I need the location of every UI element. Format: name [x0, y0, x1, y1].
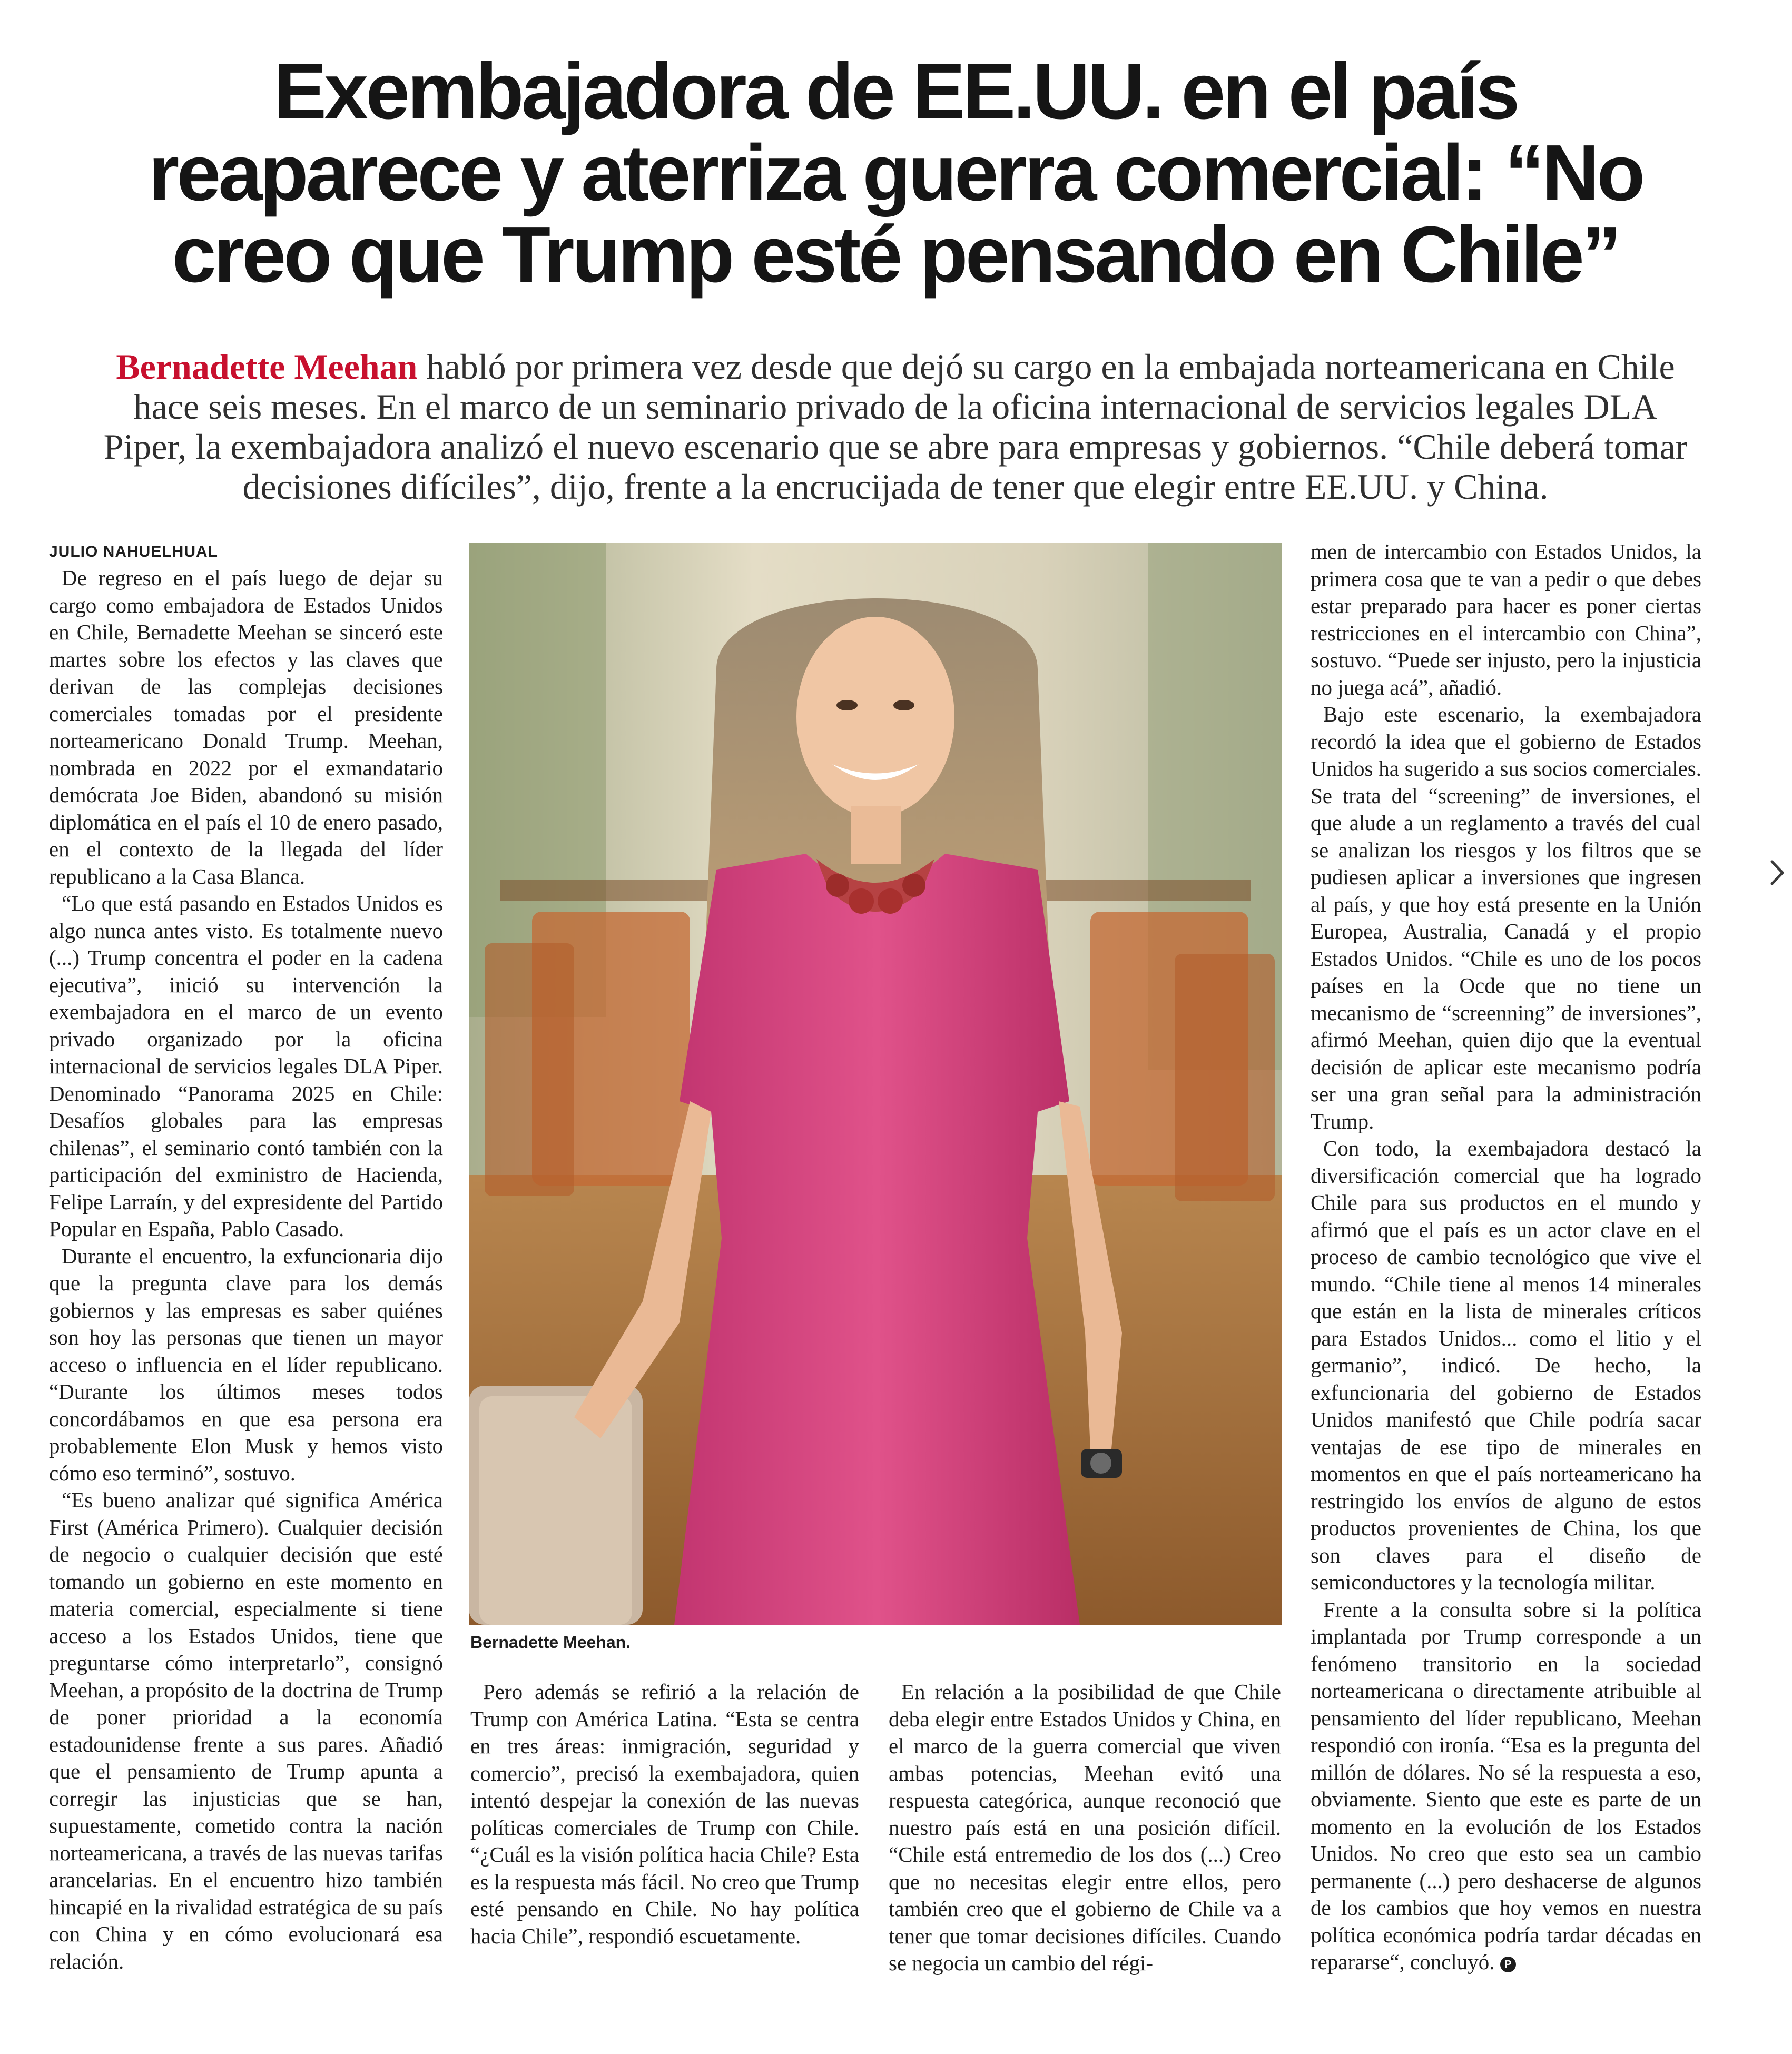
paragraph-final: [1311, 1596, 1701, 1976]
deck-line-2: hace seis meses. En el marco de un seminario privado de la oficina internacional de servicios legales DLA: [133, 387, 1658, 427]
headline-line-2: reaparece y aterriza guerra comercial: “No: [148, 128, 1643, 217]
paragraph: “Es bueno analizar qué significa América First (América Primero). Cualquier decisión de negocio o cualquier decisión que esté tomando un gobierno en este momento en materia comercial, especialmente si tiene acceso a los Estados Unidos, tiene que preguntarse cómo interpretarlo”, consignó Meehan, a propósito de la doctrina de Trump de poner prioridad a la economía estadounidense frente a sus pares. Añadió que el pensamiento de Trump apunta a corregir las injusticias que se han, supuestamente, cometido contra la nación norteamericana, a través de las nuevas tarifas arancelarias. En el encuentro hizo también hincapié en la rivalidad estratégica de su país con China y en cómo evolucionará esa relación.: [49, 1488, 443, 1973]
article-column-1: [49, 541, 443, 1975]
deck-line-1-text: habló por primera vez desde que dejó su cargo en la embajada norteamericana en Chile: [426, 347, 1675, 387]
headline-line-1: Exembajadora de EE.UU. en el país: [273, 46, 1518, 135]
byline: JULIO NAHUELHUAL: [49, 543, 218, 560]
paragraph: “Lo que está pasando en Estados Unidos es algo nunca antes visto. Es totalmente nuevo (...) Trump concentra el poder en la cadena ejecutiva”, inició su intervención la exembajadora en el marco de un evento privado organizado por la oficina internacional de servicios legales DLA Piper. Denominado “Panorama 2025 en Chile: Desafíos globales para las empresas chilenas”, el seminario contó también con la participación del exministro de Hacienda, Felipe Larraín, y del expresidente del Partido Popular en España, Pablo Casado.: [49, 891, 443, 1241]
paragraph: En relación a la posibilidad de que Chile deba elegir entre Estados Unidos y China, en el marco de la guerra comercial que viven ambas potencias, Meehan evitó una respuesta categórica, aunque reconoció que nuestro país está en una posición difícil. “Chile está entremedio de los dos (...) Creo que no necesitas elegir entre ellos, pero también creo que el gobierno de Chile va a tener que tomar decisiones difíciles. Cuando se negocia un cambio del régi-: [889, 1680, 1281, 1975]
chevron-right-icon[interactable]: [1766, 854, 1789, 891]
photo-caption: Bernadette Meehan.: [470, 1633, 631, 1652]
article-column-2: [470, 1678, 859, 1950]
paragraph: Pero además se refirió a la relación de Trump con América Latina. “Esta se centra en tres áreas: inmigración, seguridad y comercio”, precisó la exembajadora, quien intentó despejar la conexión de las nuevas políticas comerciales de Trump con Chile. “¿Cuál es la visión política hacia Chile? Esta es la respuesta más fácil. No creo que Trump esté pensando en Chile. No hay política hacia Chile”, respondió escuetamente.: [470, 1680, 859, 1948]
paragraph-final-text: Frente a la consulta sobre si la política implantada por Trump corresponde a un fenómeno transitorio en la sociedad norteamericana o directamente atribuible al pensamiento del líder republicano, Meehan respondió con ironía. “Esa es la pregunta del millón de dólares. No sé la respuesta a eso, obviamente. Siento que este es parte de un momento en la evolución de los Estados Unidos. No creo que esto sea un cambio permanente (...) pero deshacerse de algunos de los cambios que hoy vemos en nuestra política económica podría tardar décadas en repararse“, concluyó.: [1311, 1597, 1701, 1974]
paragraph: Bajo este escenario, la exembajadora recordó la idea que el gobierno de Estados Unidos ha sugerido a sus socios comerciales. Se trata del “screening” de inversiones, el que alude a un reglamento a través del cual se analizan los riesgos y los filtros que se pudiesen aplicar a inversiones que ingresen al país, y que hoy está presente en la Unión Europea, Australia, Canadá y el propio Estados Unidos. “Chile es uno de los pocos países en la Ocde que no tiene un mecanismo de “screenning” de inversiones”, afirmó Meehan, quien dijo que la eventual decisión de aplicar este mecanismo podría ser una gran señal para la administración Trump.: [1311, 702, 1701, 1133]
deck-line-4: decisiones difíciles”, dijo, frente a la encrucijada de tener que elegir entre EE.UU. y China.: [242, 467, 1549, 507]
paragraph: De regreso en el país luego de dejar su cargo como embajadora de Estados Unidos en Chile, Bernadette Meehan se sinceró este martes sobre los efectos y las claves que derivan de las complejas decisiones comerciales tomadas por el presidente norteamericano Donald Trump. Meehan, nombrada en 2022 por el exmandatario demócrata Joe Biden, abandonó su misión diplomática en el país el 10 de enero pasado, en el contexto de la llegada del líder republicano a la Casa Blanca.: [49, 566, 443, 888]
deck-name: Bernadette Meehan: [116, 347, 418, 387]
paragraph: Con todo, la exembajadora destacó la diversificación comercial que ha logrado Chile para sus productos en el mundo y afirmó que el país es un actor clave en el proceso de cambio tecnológico que vive el mundo. “Chile tiene al menos 14 minerales que están en la lista de minerales críticos para Estados Unidos... como el litio y el germanio”, indicó. De hecho, la exfuncionaria del gobierno de Estados Unidos manifestó que Chile podría sacar ventajas de ese tipo de minerales en momentos en que el país norteamericano ha restringido los envíos de alguno de estos productos provenientes de China, los que son claves para el diseño de semiconductores y la tecnología militar.: [1311, 1136, 1701, 1594]
article-column-3: [889, 1678, 1281, 1977]
paragraph: Durante el encuentro, la exfuncionaria dijo que la pregunta clave para los demás gobiernos y las empresas es saber quiénes son hoy las personas que tienen un mayor acceso o influencia en el líder republicano. “Durante los últimos meses todos concordábamos en que esa persona era probablemente Elon Musk y hemos visto cómo eso terminó”, sostuvo.: [49, 1243, 443, 1485]
portrait-photo: [469, 543, 1282, 1625]
deck: [53, 347, 1738, 507]
paragraph: men de intercambio con Estados Unidos, la primera cosa que te van a pedir o que debes estar preparado para hacer es poner ciertas restricciones en el intercambio con China”, sostuvo. “Puede ser injusto, pero la injusticia no juega acá”, añadió.: [1311, 539, 1701, 699]
article-column-4: [1311, 538, 1701, 1976]
end-of-article-icon: P: [1500, 1957, 1516, 1972]
headline-line-3: creo que Trump esté pensando en Chile”: [172, 210, 1619, 299]
headline: [42, 46, 1749, 299]
deck-line-3: Piper, la exembajadora analizó el nuevo escenario que se abre para empresas y gobiernos. “Chile deberá tomar: [103, 427, 1688, 467]
deck-line-1: [53, 347, 1738, 387]
